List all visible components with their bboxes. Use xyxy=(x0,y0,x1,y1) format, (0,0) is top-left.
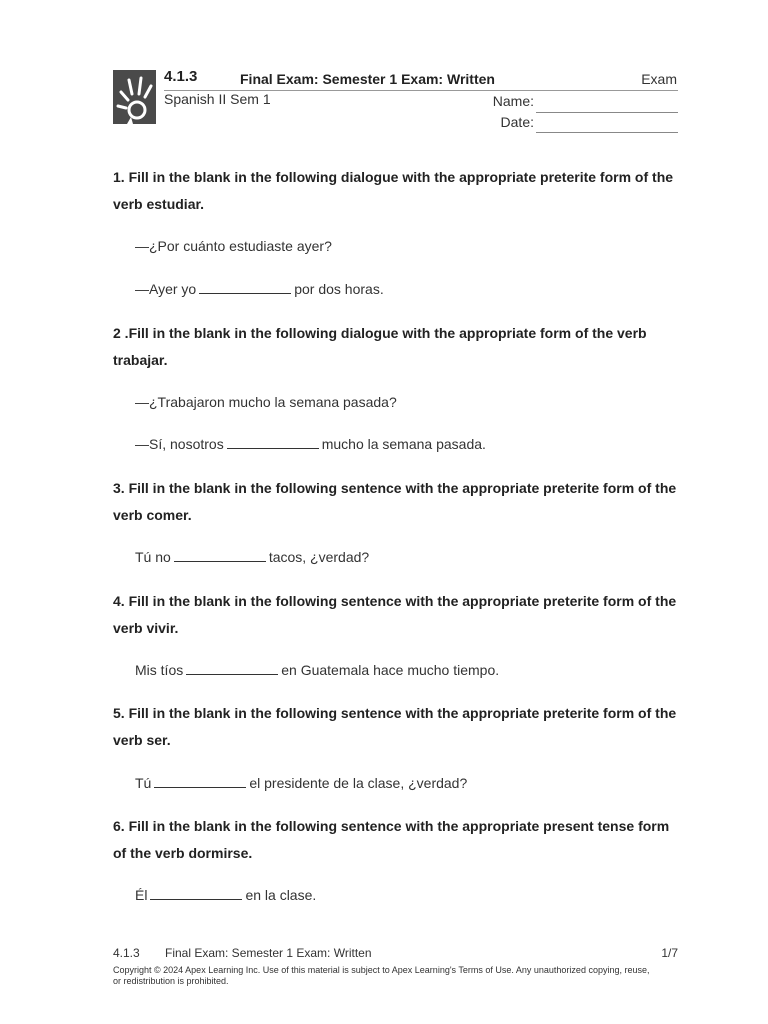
answer-blank-5[interactable] xyxy=(154,773,246,788)
question-4-line-1 xyxy=(135,660,499,680)
question-5-line-1 xyxy=(135,773,467,793)
question-5-prompt: 5. Fill in the blank in the following sentence with the appropriate preterite form of the verb ser. xyxy=(113,705,677,748)
line-text-before: Él xyxy=(135,887,148,903)
answer-blank-1[interactable] xyxy=(199,279,291,294)
answer-blank-4[interactable] xyxy=(186,660,278,675)
footer-section-number: 4.1.3 xyxy=(113,946,140,960)
page-number: 1/7 xyxy=(661,946,678,960)
section-number: 4.1.3 xyxy=(164,68,198,85)
question-6-prompt: 6. Fill in the blank in the following sentence with the appropriate present tense form of the verb dormirse. xyxy=(113,818,670,861)
line-text-before: —Sí, nosotros xyxy=(135,436,224,452)
question-2-line-2 xyxy=(135,434,486,454)
question-2-line-1 xyxy=(135,392,397,412)
line-text-after: mucho la semana pasada. xyxy=(321,436,486,452)
question-3-line-1 xyxy=(135,547,369,567)
date-label: Date: xyxy=(500,114,534,130)
question-2-prompt: 2 .Fill in the blank in the following dialogue with the appropriate form of the verb trabajar. xyxy=(113,325,647,368)
line-text-after: en Guatemala hace mucho tiempo. xyxy=(281,662,500,678)
date-field[interactable] xyxy=(536,132,678,133)
line-text-after: el presidente de la clase, ¿verdad? xyxy=(249,775,468,791)
question-1-prompt: 1. Fill in the blank in the following dialogue with the appropriate preterite form of the verb estudiar. xyxy=(113,169,674,212)
exam-title: Final Exam: Semester 1 Exam: Written xyxy=(240,71,495,87)
answer-blank-6[interactable] xyxy=(150,885,242,900)
answer-blank-2[interactable] xyxy=(227,434,319,449)
course-name: Spanish II Sem 1 xyxy=(164,91,271,107)
question-1-line-1 xyxy=(135,236,332,256)
line-text-after: tacos, ¿verdad? xyxy=(268,549,370,565)
line-text: —¿Por cuánto estudiaste ayer? xyxy=(135,238,332,254)
name-label: Name: xyxy=(492,93,534,109)
line-text-after: en la clase. xyxy=(245,887,317,903)
question-6-line-1 xyxy=(135,885,316,905)
line-text-after: por dos horas. xyxy=(294,281,384,297)
document-type: Exam xyxy=(641,71,677,87)
question-4-prompt: 4. Fill in the blank in the following sentence with the appropriate preterite form of the verb vivir. xyxy=(113,593,677,636)
question-1-line-2 xyxy=(135,279,384,299)
apex-logo-icon xyxy=(113,70,156,124)
line-text-before: —Ayer yo xyxy=(135,281,197,297)
footer-title: Final Exam: Semester 1 Exam: Written xyxy=(165,946,372,960)
copyright-notice: Copyright © 2024 Apex Learning Inc. Use of this material is subject to Apex Learning's Terms of Use. Any unauthorized copying, reuse, or redistribution is prohibited. xyxy=(113,965,650,986)
line-text-before: Tú no xyxy=(135,549,171,565)
line-text: —¿Trabajaron mucho la semana pasada? xyxy=(135,394,397,410)
question-3-prompt: 3. Fill in the blank in the following sentence with the appropriate preterite form of the verb comer. xyxy=(113,480,677,523)
answer-blank-3[interactable] xyxy=(174,547,266,562)
name-field[interactable] xyxy=(536,112,678,113)
line-text-before: Tú xyxy=(135,775,152,791)
line-text-before: Mis tíos xyxy=(135,662,184,678)
